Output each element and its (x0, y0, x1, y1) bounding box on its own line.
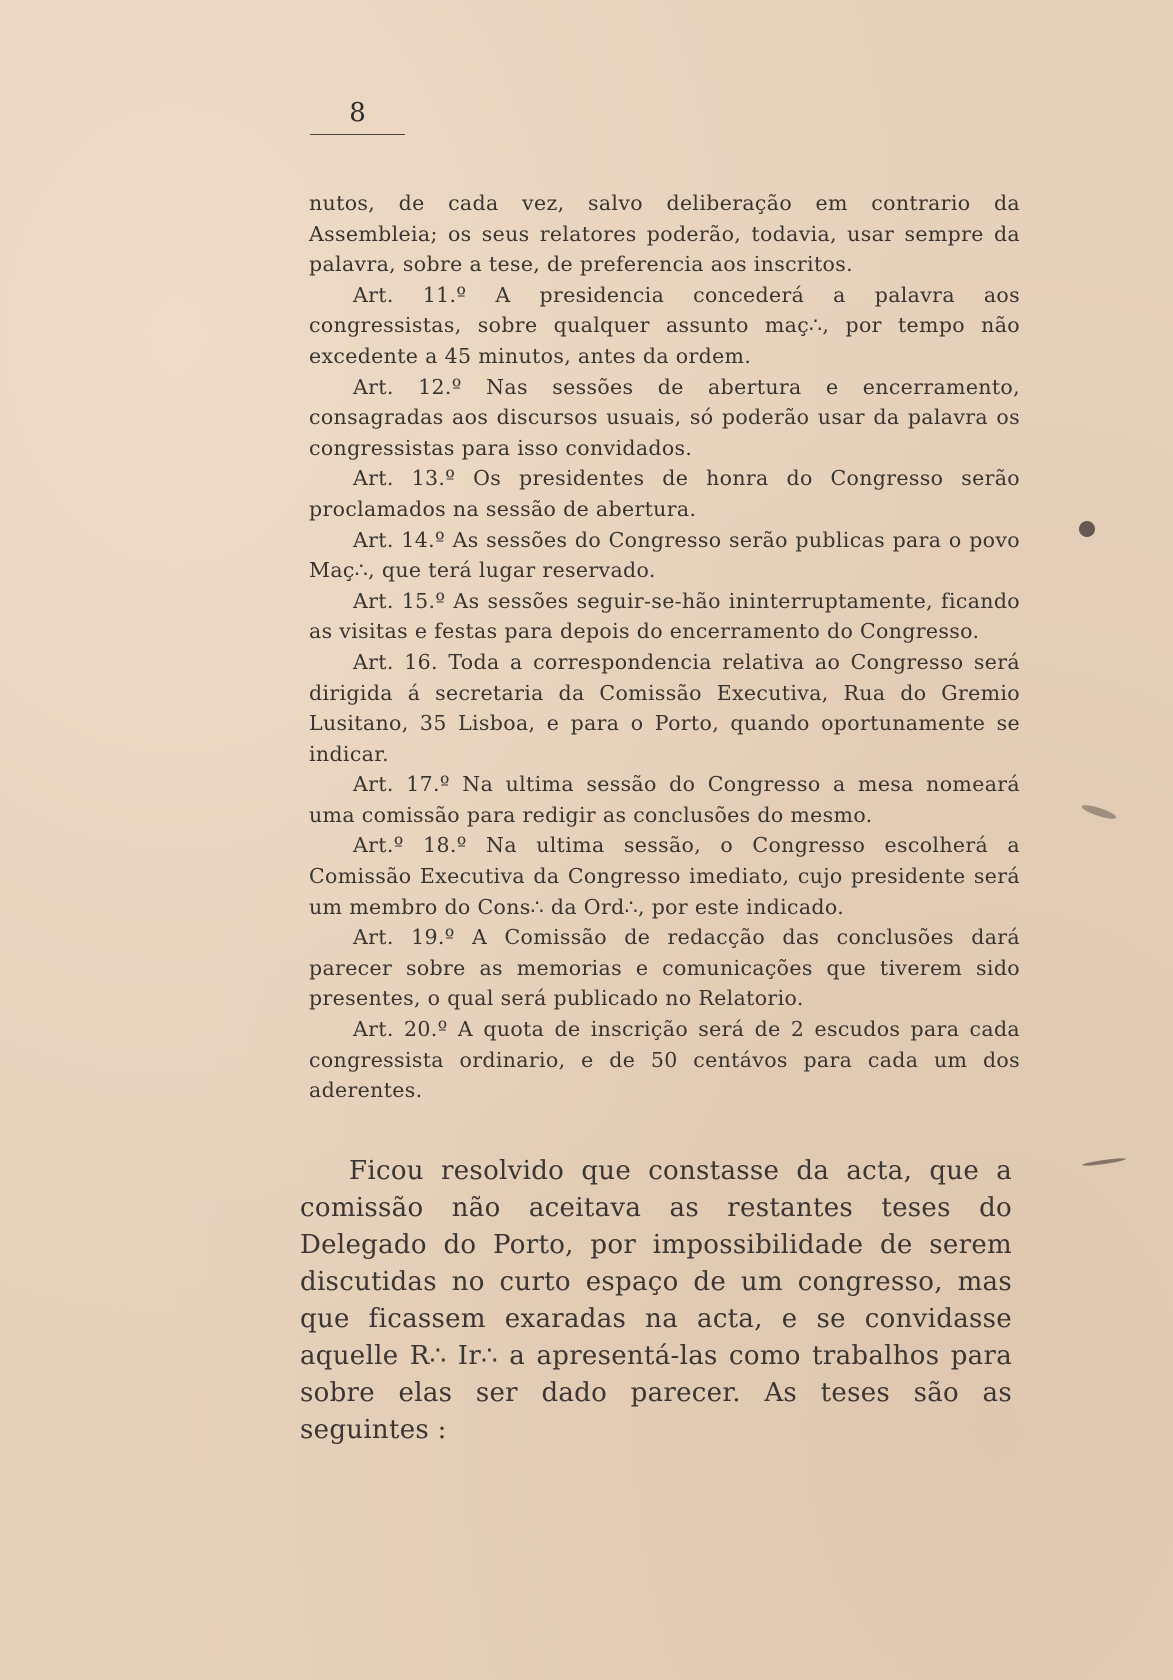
article-16: Art. 16. Toda a correspondencia relativa ao Congresso será dirigida á secretaria da Comissão Executiva, Rua do Gremio Lusitano, 35 Lisboa, e para o Porto, quando oportunamente se indicar. (309, 649, 1020, 766)
article-15: Art. 15.º As sessões seguir-se-hão ininterruptamente, ficando as visitas e festas para depois do encerramento do Congresso. (309, 588, 1020, 644)
article-18: Art.º 18.º Na ultima sessão, o Congresso escolherá a Comissão Executiva da Congresso imediato, cujo presidente será um membro do Cons∴ da Ord∴, por este indicado. (309, 833, 1020, 919)
closing-resolution (300, 1153, 1012, 1449)
article-19: Art. 19.º A Comissão de redacção das conclusões dará parecer sobre as memorias e comunicações que tiverem sido presentes, o qual será publicado no Relatorio. (309, 925, 1020, 1011)
article-14: Art. 14.º As sessões do Congresso serão publicas para o povo Maç∴, que terá lugar reservado. (309, 527, 1020, 583)
page-number: 8 (349, 98, 366, 128)
article-11: Art. 11.º A presidencia concederá a palavra aos congressistas, sobre qualquer assunto maç∴, por tempo não excedente a 45 minutos, antes da ordem. (309, 282, 1020, 368)
ink-stain (1079, 521, 1095, 537)
article-13: Art. 13.º Os presidentes de honra do Congresso serão proclamados na sessão de abertura. (309, 466, 1020, 521)
closing-paragraph: Ficou resolvido que constasse da acta, que a comissão não aceitava as restantes teses do Delegado do Porto, por impossibilidade de serem discutidas no curto espaço de um congresso, mas que ficassem exaradas na acta, e se convidasse aquelle R∴ Ir∴ a apresentá-las como trabalhos para sobre elas ser dado parecer. As teses são as seguintes : (300, 1156, 1012, 1445)
ink-stain (1081, 803, 1118, 822)
page-number-rule (310, 134, 405, 135)
article-20: Art. 20.º A quota de inscrição será de 2 escudos para cada congressista ordinario, e de 50 centávos para cada um dos aderentes. (309, 1017, 1020, 1103)
article-12: Art. 12.º Nas sessões de abertura e encerramento, consagradas aos discursos usuais, só poderão usar da palavra os congressistas para isso convidados. (309, 374, 1020, 460)
article-17: Art. 17.º Na ultima sessão do Congresso a mesa nomeará uma comissão para redigir as conclusões do mesmo. (309, 772, 1020, 827)
ink-stain (1082, 1157, 1126, 1167)
statute-articles (309, 188, 1020, 1106)
paragraph-continuation: nutos, de cada vez, salvo deliberação em contrario da Assembleia; os seus relatores poderão, todavia, usar sempre da palavra, sobre a tese, de preferencia aos inscritos. (309, 191, 1020, 277)
